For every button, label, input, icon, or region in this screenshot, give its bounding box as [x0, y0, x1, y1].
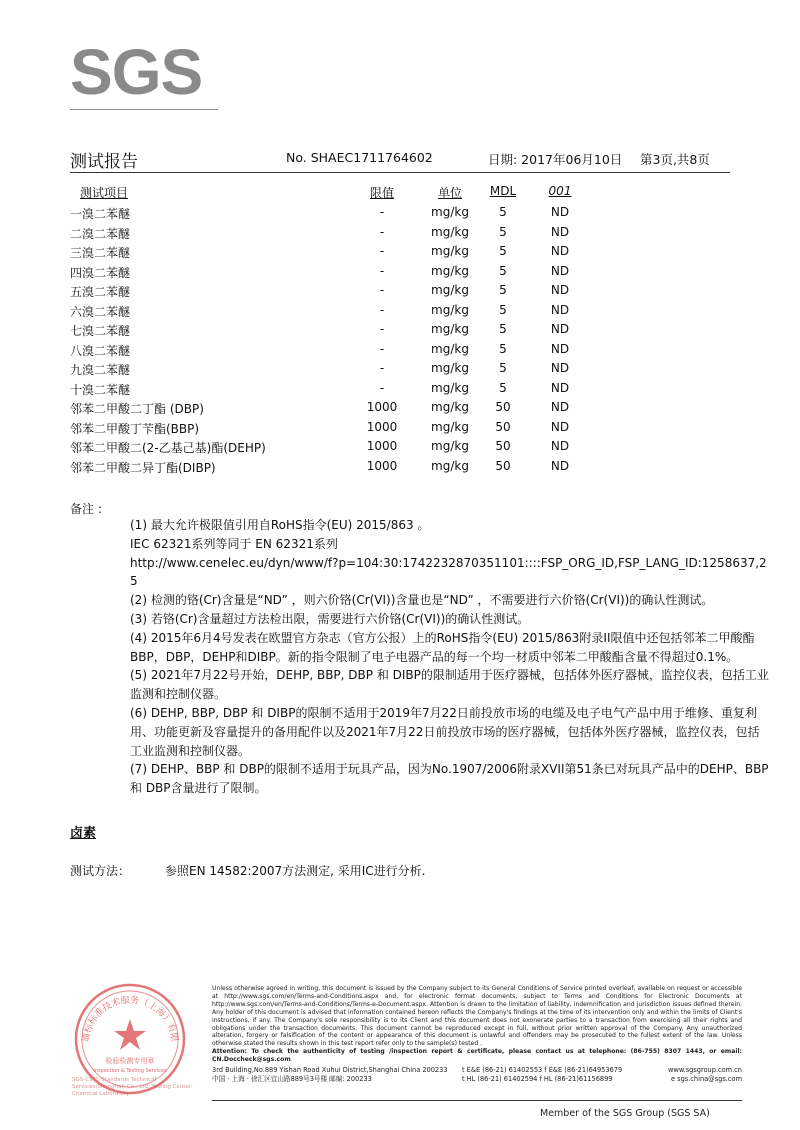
- cell-limit: -: [379, 205, 385, 219]
- page-title: 测试报告: [70, 152, 138, 172]
- table-row: [0, 303, 800, 323]
- star-icon: [114, 1019, 146, 1050]
- stamp-center-text: 检验检测专用章: [105, 1057, 155, 1065]
- page-number: 第3页,共8页: [640, 152, 710, 167]
- cell-unit: mg/kg: [431, 419, 469, 434]
- cell-limit: -: [379, 224, 385, 239]
- cell-mdl: 50: [495, 400, 511, 414]
- cell-item: 七溴二苯醚: [70, 324, 131, 338]
- table-row: [0, 264, 800, 284]
- cell-unit: mg/kg: [431, 341, 469, 356]
- logo-underline: [70, 109, 218, 110]
- cell-result: ND: [550, 224, 570, 239]
- cell-result: ND: [550, 400, 570, 414]
- cell-item: 十溴二苯醚: [70, 382, 131, 397]
- cell-item: 三溴二苯醚: [70, 246, 131, 260]
- header-divider: [70, 172, 730, 173]
- test-method-label: 测试方法：: [70, 864, 131, 878]
- table-row: [0, 322, 800, 342]
- attention-text: Attention: To check the authenticity of testing /inspection report & certificate, please contact us at telephone: (86-755) 8307 1443, or email: CN.Doccheck@sgs.com: [212, 1048, 742, 1064]
- note-7: (7) DEHP、BBP 和 DBP的限制不适用于玩具产品，因为No.1907/2006附录XVII第51条已对玩具产品中的DEHP、BBP 和 DBP含量进行了限制。: [130, 762, 769, 796]
- cell-mdl: 5: [499, 361, 507, 375]
- note-6: (6) DEHP, BBP, DBP 和 DIBP的限制不适用于2019年7月22日前投放市场的电缆及电子电气产品中用于维修、重复利用、功能更新及容量提升的备用配件以及2021年7月22日前投放市场的医疗器械，包括体外医疗器械，监控仪表，包括工业监测和控制仪器。: [130, 705, 760, 758]
- stamp-ring-text: 通标标准技术服务（上海）有限: [80, 995, 180, 1043]
- cell-item: 二溴二苯醚: [70, 226, 131, 241]
- cell-mdl: 5: [499, 322, 507, 336]
- cell-limit: 1000: [366, 419, 398, 434]
- footer-divider: [212, 1100, 742, 1101]
- section-title-halogen: 卤素: [70, 826, 97, 841]
- col-header-item: 测试项目: [80, 186, 129, 200]
- cell-mdl: 5: [499, 205, 507, 219]
- cell-result: ND: [550, 205, 570, 219]
- cell-unit: mg/kg: [431, 244, 469, 258]
- cell-unit: mg/kg: [431, 322, 469, 336]
- cell-limit: -: [379, 361, 385, 375]
- table-row: [0, 361, 800, 381]
- note-2: (2) 检测的铬(Cr)含量是“ND” ，则六价铬(Cr(VI))含量也是“ND” ，不需要进行六价铬(Cr(VI))的确认性测试。: [130, 593, 714, 608]
- cell-mdl: 50: [495, 439, 511, 453]
- cell-unit: mg/kg: [431, 224, 469, 239]
- cell-result: ND: [550, 263, 570, 278]
- address-en: 3rd Building,No.889 Yishan Road Xuhui District,Shanghai China 200233: [212, 1066, 448, 1075]
- cell-result: ND: [550, 458, 570, 473]
- cell-limit: -: [379, 380, 385, 395]
- cell-unit: mg/kg: [431, 400, 469, 414]
- cell-item: 邻苯二甲酸二异丁酯(DIBP): [70, 460, 216, 475]
- cell-limit: 1000: [366, 458, 398, 473]
- email[interactable]: e sgs.china@sgs.com: [671, 1075, 742, 1084]
- cell-limit: -: [379, 341, 385, 356]
- cell-item: 五溴二苯醚: [70, 285, 131, 299]
- note-link[interactable]: http://www.cenelec.eu/dyn/www/f?p=104:30:1742232870351101::::FSP_ORG_ID,FSP_LANG_ID:1258637,25: [130, 555, 767, 589]
- cell-result: ND: [550, 302, 570, 317]
- member-text: Member of the SGS Group (SGS SA): [540, 1108, 710, 1119]
- cell-limit: 1000: [366, 439, 398, 453]
- cell-unit: mg/kg: [431, 439, 469, 453]
- test-method-text: 参照EN 14582:2007方法测定, 采用IC进行分析.: [165, 864, 426, 878]
- notes-label: 备注 :: [70, 502, 102, 516]
- table-row: [0, 205, 800, 225]
- stamp-en-text: Inspection & Testing Services: [93, 1068, 167, 1074]
- cell-unit: mg/kg: [431, 283, 469, 297]
- cell-limit: -: [379, 244, 385, 258]
- tel-en: t E&E (86-21) 61402553 f E&E (86-21)64953679: [462, 1066, 623, 1075]
- note-1: (1) 最大允许极限值引用自RoHS指令(EU) 2015/863 。: [130, 518, 430, 532]
- table-row: [0, 342, 800, 362]
- cell-mdl: 5: [499, 263, 507, 278]
- col-header-unit: 单位: [437, 186, 462, 200]
- cell-unit: mg/kg: [431, 263, 469, 278]
- report-date: 日期: 2017年06月10日: [488, 152, 623, 167]
- table-row: [0, 439, 800, 459]
- cell-unit: mg/kg: [431, 458, 469, 473]
- note-5: (5) 2021年7月22号开始，DEHP, BBP, DBP 和 DIBP的限制适用于医疗器械，包括体外医疗器械，监控仪表，包括工业监测和控制仪器。: [130, 668, 769, 702]
- cell-item: 邻苯二甲酸二丁酯 (DBP): [70, 402, 204, 416]
- cell-unit: mg/kg: [431, 302, 469, 317]
- cell-item: 邻苯二甲酸丁苄酯(BBP): [70, 421, 200, 436]
- cell-limit: 1000: [366, 400, 398, 414]
- table-row: [0, 420, 800, 440]
- cell-item: 四溴二苯醚: [70, 265, 131, 280]
- cell-mdl: 50: [495, 419, 511, 434]
- inspection-stamp: [58, 975, 208, 1115]
- table-row: [0, 459, 800, 479]
- cell-item: 一溴二苯醚: [70, 207, 131, 221]
- tel-cn: t HL (86-21) 61402594 f HL (86-21)61156899: [462, 1075, 613, 1084]
- cell-result: ND: [550, 439, 570, 453]
- cell-limit: -: [379, 283, 385, 297]
- sgs-logo: [70, 36, 218, 112]
- notes-block: [130, 516, 770, 798]
- footer-disclaimer: [212, 985, 742, 1085]
- table-row: [0, 400, 800, 420]
- cell-limit: -: [379, 263, 385, 278]
- cell-mdl: 5: [499, 341, 507, 356]
- note-4: (4) 2015年6月4号发表在欧盟官方杂志（官方公报）上的RoHS指令(EU) 2015/863附录II限值中还包括邻苯二甲酸酯BBP，DBP，DEHP和DIBP。新的指令限制了电子电器产品的每一个均一材质中邻苯二甲酸酯含量不得超过0.1%。: [130, 630, 755, 664]
- website[interactable]: www.sgsgroup.com.cn: [668, 1066, 742, 1075]
- cell-result: ND: [550, 341, 570, 356]
- cell-mdl: 5: [499, 283, 507, 297]
- cell-mdl: 5: [499, 244, 507, 258]
- cell-result: ND: [550, 322, 570, 336]
- report-number: No. SHAEC1711764602: [286, 150, 433, 165]
- cell-unit: mg/kg: [431, 361, 469, 375]
- cell-mdl: 50: [495, 458, 511, 473]
- table-row: [0, 381, 800, 401]
- logo-text: SGS: [70, 36, 203, 108]
- cell-unit: mg/kg: [431, 205, 469, 219]
- cell-item: 八溴二苯醚: [70, 343, 131, 358]
- cell-result: ND: [550, 361, 570, 375]
- table-row: [0, 244, 800, 264]
- address-cn: 中国 · 上海 · 徐汇区宜山路889号3号楼 邮编: 200233: [212, 1075, 372, 1084]
- cell-limit: -: [379, 302, 385, 317]
- cell-item: 邻苯二甲酸二(2-乙基己基)酯(DEHP): [70, 441, 266, 455]
- col-header-mdl: MDL: [489, 184, 517, 198]
- table-row: [0, 283, 800, 303]
- stamp-side-text: SGS-CSTC Standards Technical Services(Shanghai) Co., Ltd. Testing Center-Chemical Laboratory: [72, 1077, 193, 1097]
- cell-unit: mg/kg: [431, 380, 469, 395]
- cell-item: 六溴二苯醚: [70, 304, 131, 319]
- col-header-limit: 限值: [369, 186, 394, 200]
- note-standard: IEC 62321系列等同于 EN 62321系列: [130, 536, 338, 551]
- cell-mdl: 5: [499, 380, 507, 395]
- cell-result: ND: [550, 244, 570, 258]
- disclaimer-text: Unless otherwise agreed in writing, this document is issued by the Company subject to its General Conditions of Service printed overleaf, available on request or accessible at http://www.sgs.com/en/Terms-and-Conditions.aspx and, for electronic format documents, subject to Terms and Conditions for Electronic Documents at http://www.sgs.com/en/Terms-and-Conditions/Terms-e-Document.aspx. Attention is drawn to the limitation of liability, indemnification and jurisdiction issues defined therein. Any holder of this document is advised that information contained hereon reflects the Company's findings at the time of its intervention only and within the limits of Client's instructions, if any. The Company's sole responsibility is to its Client and this document does not exonerate parties to a transaction from exercising all their rights and obligations under the transaction documents. This document cannot be reproduced except in full, without prior written approval of the Company. Any unauthorized alteration, forgery or falsification of the content or appearance of this document is unlawful and offenders may be prosecuted to the fullest extent of the law. Unless otherwise stated the results shown in this test report refer only to the sample(s) tested .: [212, 985, 742, 1048]
- cell-result: ND: [550, 419, 570, 434]
- table-row: [0, 225, 800, 245]
- cell-result: ND: [550, 380, 570, 395]
- note-3: (3) 若铬(Cr)含量超过方法检出限，需要进行六价铬(Cr(VI))的确认性测试。: [130, 611, 530, 626]
- cell-limit: -: [379, 322, 385, 336]
- cell-item: 九溴二苯醚: [70, 363, 131, 377]
- cell-result: ND: [550, 283, 570, 297]
- col-header-sample: 001: [548, 184, 572, 198]
- cell-mdl: 5: [499, 224, 507, 239]
- footer-address-cn-row: [212, 1076, 742, 1085]
- cell-mdl: 5: [499, 302, 507, 317]
